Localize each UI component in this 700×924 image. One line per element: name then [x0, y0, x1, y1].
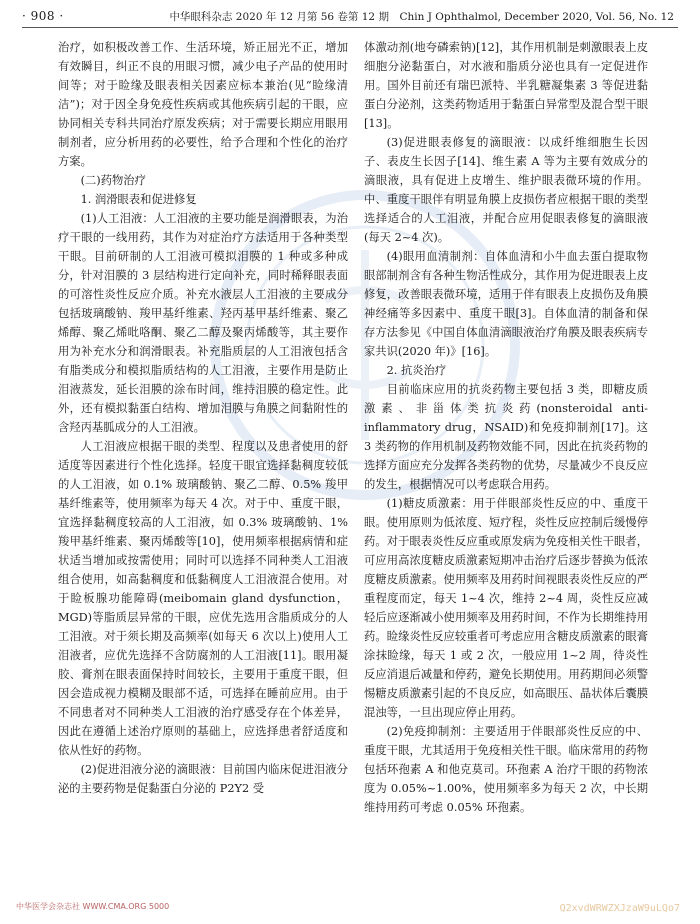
- section-heading-drug-therapy: (二)药物治疗: [80, 174, 146, 187]
- header-divider: [22, 27, 678, 28]
- paragraph-immunosuppressants: (2)免疫抑制剂：主要适用于伴眼部炎性反应的中、重度干眼，尤其适用于免疫相关性干眼。临床常用的药物包括环孢素 A 和他克莫司。环孢素 A 治疗干眼的药物浓度为 0.05%~1.00%，使用频率多为每天 2 次，中长期维持用药可考虑 0.05% 环孢素。: [364, 725, 648, 814]
- left-text-column: [58, 38, 348, 880]
- journal-citation: 中华眼科杂志 2020 年 12 月第 56 卷第 12 期 Chin J Ophthalmol, December 2020, Vol. 56, No. 12: [169, 11, 674, 23]
- page-number: · 908 ·: [22, 9, 64, 23]
- paragraph-secretagogues: (2)促进泪液分泌的滴眼液：目前国内临床促进泪液分泌的主要药物是促黏蛋白分泌的 P2Y2 受: [58, 763, 348, 795]
- paragraph: 体激动剂(地夸磷索钠)[12]，其作用机制是刺激眼表上皮细胞分泌黏蛋白，对水液和脂质分泌也具有一定促进作用。国外目前还有瑞巴派特、半乳糖凝集素 3 等促进黏蛋白分泌剂，这类药物适用于黏蛋白异常型及混合型干眼[13]。: [364, 41, 648, 130]
- paragraph-artificial-tears: (1)人工泪液：人工泪液的主要功能是润滑眼表，为治疗干眼的一线用药，其作为对症治疗方法适用于各种类型干眼。目前研制的人工泪液可模拟泪膜的 1 种或多种成分，针对泪膜的 3 层结构进行定向补充，同时稀释眼表面的可溶性炎性反应介质。补充水液层人工泪液的主要成分包括玻璃酸钠、羧甲基纤维素、羟丙基甲基纤维素、聚乙烯醇、聚乙烯吡咯酮、聚乙二醇及聚丙烯酸等，其主要作用为补充水分和润滑眼表。补充脂质层的人工泪液包括含有脂类成分和模拟脂质结构的人工泪液，主要作用是防止泪液蒸发，延长泪膜的涂布时间，维持泪膜的稳定性。此外，还有模拟黏蛋白结构、增加泪膜与角膜之间黏附性的含羟丙基胍成分的人工泪液。: [58, 212, 348, 434]
- paragraph-anti-inflammatory-overview: 目前临床应用的抗炎药物主要包括 3 类，即糖皮质激素、非甾体类抗炎药(nonsteroidal anti-inflammatory drug，NSAID)和免疫抑制剂[17]。这 3 类药物的作用机制及药物效能不同，因此在抗炎药物的选择方面应充分发挥各类药物的优势，尽量减少不良反应的发生，根据情况可以考虑联合用药。: [364, 383, 648, 491]
- paragraph-tear-selection: 人工泪液应根据干眼的类型、程度以及患者使用的舒适度等因素进行个性化选择。轻度干眼宜选择黏稠度较低的人工泪液，如 0.1% 玻璃酸钠、聚乙二醇、0.5% 羧甲基纤维素等，使用频率为每天 4 次。对于中、重度干眼，宜选择黏稠度较高的人工泪液，如 0.3% 玻璃酸钠、1% 羧甲基纤维素、聚丙烯酸等[10]，使用频率根据病情和症状适当增加或按需使用；同时可以选择不同种类人工泪液组合使用，如高黏稠度和低黏稠度人工泪液混合使用。对于睑板腺功能障碍(meibomain gland dysfunction，MGD)等脂质层异常的干眼，应优先选用含脂质成分的人工泪液。对于须长期及高频率(如每天 6 次以上)使用人工泪液者，应优先选择不含防腐剂的人工泪液[11]。眼用凝胶、膏剂在眼表面保持时间较长，主要用于重度干眼，但因会造成视力模糊及眼部不适，可选择在睡前应用。由于不同患者对不同种类人工泪液的治疗感受存在个体差异，因此在遵循上述治疗原则的基础上，应选择患者舒适度和依从性好的药物。: [58, 440, 348, 757]
- paragraph: 治疗，如积极改善工作、生活环境，矫正屈光不正，增加有效瞬目，纠正不良的用眼习惯，减少电子产品的使用时间等；对于睑缘及眼表相关因素应标本兼治(见“睑缘清洁”)；对于因全身免疫性疾病或其他疾病引起的干眼，应协同相关专科共同治疗原发疾病；对于需要长期应用眼用制剂者，应分析用药的必要性，给予合理和个性化的治疗方案。: [58, 41, 348, 168]
- document-code: Q2xvdWRWZXJzaW9uLQo7: [559, 903, 680, 914]
- paragraph-repair-drops: (3)促进眼表修复的滴眼液：以成纤维细胞生长因子、表皮生长因子[14]、维生素 A 等为主要有效成分的滴眼液，具有促进上皮增生、维护眼表微环境的作用。中、重度干眼伴有明显角膜上皮损伤者应根据干眼的类型选择适合的人工泪液，并配合应用促眼表修复的滴眼液(每天 2~4 次)。: [364, 136, 648, 244]
- publisher-logo: 中华医学会杂志社 WWW.CMA.ORG 5000: [16, 902, 170, 911]
- subsection-heading-lubrication: 1. 润滑眼表和促进修复: [80, 193, 197, 206]
- paragraph-serum-drops: (4)眼用血清制剂：自体血清和小牛血去蛋白提取物眼部制剂含有各种生物活性成分，其作用为促进眼表上皮修复，改善眼表微环境，适用于伴有眼表上皮损伤及角膜神经痛等多因素中、重度干眼[3]。自体血清的制备和保存方法参见《中国自体血清滴眼液治疗角膜及眼表疾病专家共识(2020 年)》[16]。: [364, 250, 648, 358]
- subsection-heading-anti-inflammatory: 2. 抗炎治疗: [386, 364, 447, 377]
- right-text-column: [364, 38, 648, 880]
- paragraph-corticosteroids: (1)糖皮质激素：用于伴眼部炎性反应的中、重度干眼。使用原则为低浓度、短疗程，炎性反应控制后缓慢停药。对于眼表炎性反应重或原发病为免疫相关性干眼者，可应用高浓度糖皮质激素短期冲击治疗后逐步替换为低浓度糖皮质激素。使用频率及用药时间视眼表炎性反应的严重程度而定，每天 1~4 次，维持 2~4 周，炎性反应减轻后应逐渐减小使用频率及用药时间，不作为长期维持用药。睑缘炎性反应较重者可考虑应用含糖皮质激素的眼膏涂抹睑缘，每天 1 或 2 次，一般应用 1~2 周，待炎性反应消退后减量和停药，避免长期使用。用药期间必须警惕糖皮质激素引起的不良反应，如高眼压、晶状体后囊膜混浊等，一旦出现应停止用药。: [364, 497, 648, 719]
- page-header: [0, 0, 700, 30]
